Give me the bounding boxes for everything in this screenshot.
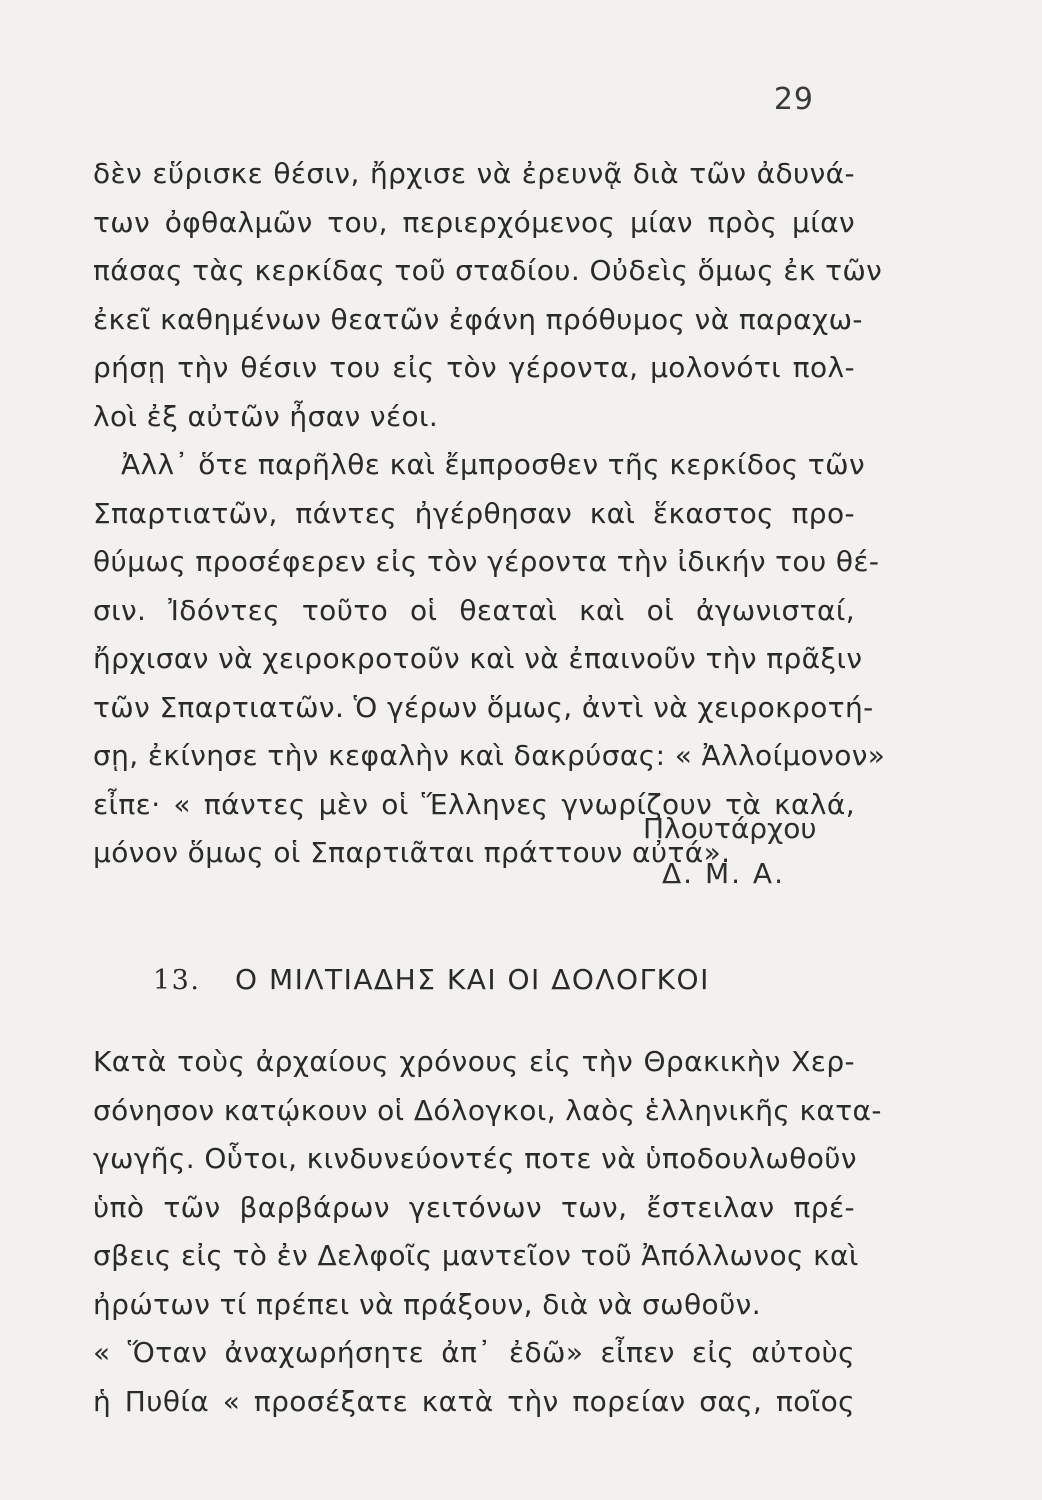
- text-line: Σπαρτιατῶν, πάντες ἠγέρθησαν καὶ ἕκαστος προ-: [93, 496, 855, 530]
- text-line: ρήσῃ τὴν θέσιν του εἰς τὸν γέροντα, μολονότι πολ-: [93, 351, 855, 384]
- text-line: μόνον ὅμως οἱ Σπαρτιᾶται πράττουν αὐτά».: [93, 836, 731, 869]
- story-text: [93, 150, 886, 878]
- text-line: « Ὅταν ἀναχωρήσητε ἀπ᾿ ἐδῶ» εἶπεν εἰς αὐτοὺς: [93, 1336, 855, 1369]
- text-line: πάσας τὰς κερκίδας τοῦ σταδίου. Οὐδεὶς ὅμως ἐκ τῶν: [93, 254, 883, 287]
- text-line: εἶπε· « πάντες μὲν οἱ Ἕλληνες γνωρίζουν τὰ καλά,: [93, 787, 855, 821]
- section-heading: [153, 963, 710, 996]
- section-text: [93, 1038, 882, 1426]
- text-line: ὑπὸ τῶν βαρβάρων γειτόνων των, ἔστειλαν πρέ-: [93, 1190, 855, 1224]
- text-line: γωγῆς. Οὗτοι, κινδυνεύοντές ποτε νὰ ὑποδουλωθοῦν: [93, 1142, 857, 1175]
- text-line: Κατὰ τοὺς ἀρχαίους χρόνους εἰς τὴν Θρακικὴν Χερ-: [93, 1045, 855, 1078]
- text-line: των ὀφθαλμῶν του, περιερχόμενος μίαν πρὸς μίαν: [93, 205, 855, 239]
- text-line: δὲν εὕρισκε θέσιν, ἤρχισε νὰ ἐρευνᾷ διὰ τῶν ἀδυνά-: [93, 157, 855, 190]
- text-line: ἠρώτων τί πρέπει νὰ πράξουν, διὰ νὰ σωθοῦν.: [93, 1287, 762, 1321]
- signature-author: Πλουτάρχου: [643, 812, 817, 845]
- section-title: Ο ΜΙΛΤΙΑΔΗΣ ΚΑΙ ΟΙ ΔΟΛΟΓΚΟΙ: [235, 963, 710, 996]
- section-number: 13.: [153, 965, 201, 996]
- text-line: ἐκεῖ καθημένων θεατῶν ἐφάνη πρόθυμος νὰ παραχω-: [93, 302, 863, 336]
- text-line: Ἀλλ᾿ ὅτε παρῆλθε καὶ ἔμπροσθεν τῆς κερκίδος τῶν: [121, 448, 866, 481]
- text-line: λοὶ ἐξ αὐτῶν ἦσαν νέοι.: [93, 399, 439, 433]
- text-line: ἤρχισαν νὰ χειροκροτοῦν καὶ νὰ ἐπαινοῦν τὴν πρᾶξιν: [93, 642, 863, 675]
- page-number: 29: [773, 82, 814, 117]
- text-line: σῃ, ἐκίνησε τὴν κεφαλὴν καὶ δακρύσας: « Ἀλλοίμονον»: [93, 739, 886, 772]
- signature-initials: Δ. Μ. Α.: [662, 857, 785, 890]
- text-line: θύμως προσέφερεν εἰς τὸν γέροντα τὴν ἰδικήν του θέ-: [93, 545, 880, 578]
- text-line: σόνησον κατῴκουν οἱ Δόλογκοι, λαὸς ἑλληνικῆς κατα-: [93, 1093, 882, 1127]
- text-line: ἡ Πυθία « προσέξατε κατὰ τὴν πορείαν σας, ποῖος: [93, 1384, 855, 1418]
- text-line: τῶν Σπαρτιατῶν. Ὁ γέρων ὅμως, ἀντὶ νὰ χειροκροτή-: [93, 690, 874, 724]
- text-line: σιν. Ἰδόντες τοῦτο οἱ θεαταὶ καὶ οἱ ἀγωνισταί,: [93, 593, 855, 627]
- text-line: σβεις εἰς τὸ ἐν Δελφοῖς μαντεῖον τοῦ Ἀπόλλωνος καὶ: [93, 1239, 859, 1272]
